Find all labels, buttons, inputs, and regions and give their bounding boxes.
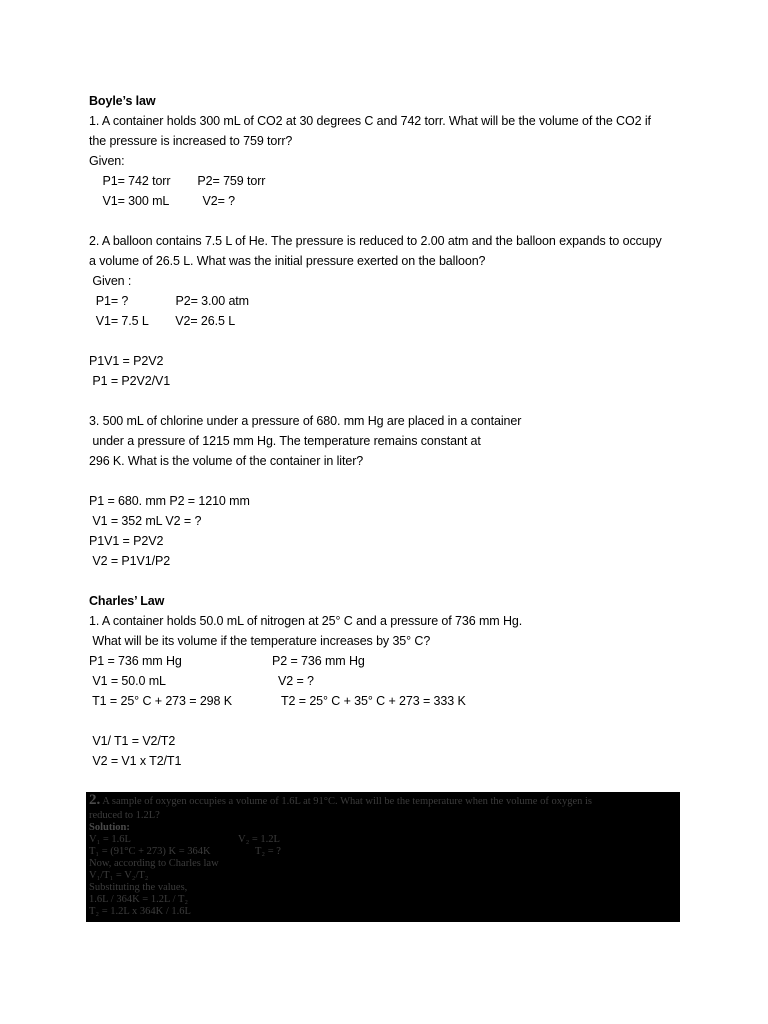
boyle-heading: Boyle’s law — [89, 94, 156, 108]
boyle-q3-formula1: P1V1 = P2V2 — [89, 534, 164, 548]
boyle-q3-line2: under a pressure of 1215 mm Hg. The temperature remains constant at — [89, 434, 481, 448]
charles-q1-formula2: V2 = V1 x T2/T1 — [89, 754, 182, 768]
box-v2: V₂ = 1.2L — [238, 834, 280, 845]
boyle-q2-line1: 2. A balloon contains 7.5 L of He. The pressure is reduced to 2.00 atm and the balloon expands to occupy — [89, 234, 662, 248]
box-v1: V₁ = 1.6L — [89, 834, 131, 845]
box-line-now: Now, according to Charles law — [89, 858, 219, 869]
boyle-q2-line2: a volume of 26.5 L. What was the initial pressure exerted on the balloon? — [89, 254, 486, 268]
box-solution-label: Solution: — [89, 822, 130, 833]
box-question-text: A sample of oxygen occupies a volume of 1.6L at 91°C. What will be the temperature when the volume of oxygen is — [100, 796, 592, 807]
box-t2: T₂ = ? — [255, 846, 281, 857]
box-t1: T₁ = (91°C + 273) K = 364K — [89, 846, 211, 857]
box-line-sub: Substituting the values, — [89, 882, 188, 893]
boyle-q3-formula2: V2 = P1V1/P2 — [89, 554, 171, 568]
box-line-res: T₂ = 1.2L x 364K / 1.6L — [89, 906, 191, 917]
box-line-law: V₁/T₁ = V₂/T₂ — [89, 870, 149, 881]
boyle-q1-line2: the pressure is increased to 759 torr? — [89, 134, 293, 148]
charles-q1-line1: 1. A container holds 50.0 mL of nitrogen at 25° C and a pressure of 736 mm Hg. — [89, 614, 523, 628]
boyle-q1-row1: P1= 742 torr P2= 759 torr — [89, 174, 266, 188]
boyle-q3-line3: 296 K. What is the volume of the container in liter? — [89, 454, 364, 468]
charles-q1-line2: What will be its volume if the temperature increases by 35° C? — [89, 634, 431, 648]
charles-q1-p-left: P1 = 736 mm Hg — [89, 654, 182, 668]
boyle-q1-line1: 1. A container holds 300 mL of CO2 at 30 degrees C and 742 torr. What will be the volume of the CO2 if — [89, 114, 651, 128]
box-line-question2: reduced to 1.2L? — [89, 810, 160, 821]
box-line-eq: 1.6L / 364K = 1.2L / T₂ — [89, 894, 189, 905]
boyle-q1-given: Given: — [89, 154, 125, 168]
boyle-q3-row2: V1 = 352 mL V2 = ? — [89, 514, 202, 528]
box-question-number: 2. — [89, 792, 101, 808]
charles-q1-v-right: V2 = ? — [278, 674, 314, 688]
charles-q1-v-left: V1 = 50.0 mL — [89, 674, 166, 688]
boyle-q2-formula1: P1V1 = P2V2 — [89, 354, 164, 368]
charles-q1-p-right: P2 = 736 mm Hg — [272, 654, 365, 668]
box-line-question1 — [89, 792, 592, 808]
charles-q2-pasted-box — [86, 792, 680, 922]
boyle-q2-formula2: P1 = P2V2/V1 — [89, 374, 171, 388]
charles-q1-t-right: T2 = 25° C + 35° C + 273 = 333 K — [281, 694, 466, 708]
boyle-q3-line1: 3. 500 mL of chlorine under a pressure of 680. mm Hg are placed in a container — [89, 414, 522, 428]
boyle-q1-row2: V1= 300 mL V2= ? — [89, 194, 236, 208]
charles-heading: Charles’ Law — [89, 594, 165, 608]
boyle-q2-row2: V1= 7.5 L V2= 26.5 L — [89, 314, 236, 328]
boyle-q2-row1: P1= ? P2= 3.00 atm — [89, 294, 249, 308]
boyle-q3-row1: P1 = 680. mm P2 = 1210 mm — [89, 494, 250, 508]
charles-q1-formula1: V1/ T1 = V2/T2 — [89, 734, 176, 748]
charles-q1-t-left: T1 = 25° C + 273 = 298 K — [89, 694, 232, 708]
boyle-q2-given: Given : — [89, 274, 132, 288]
